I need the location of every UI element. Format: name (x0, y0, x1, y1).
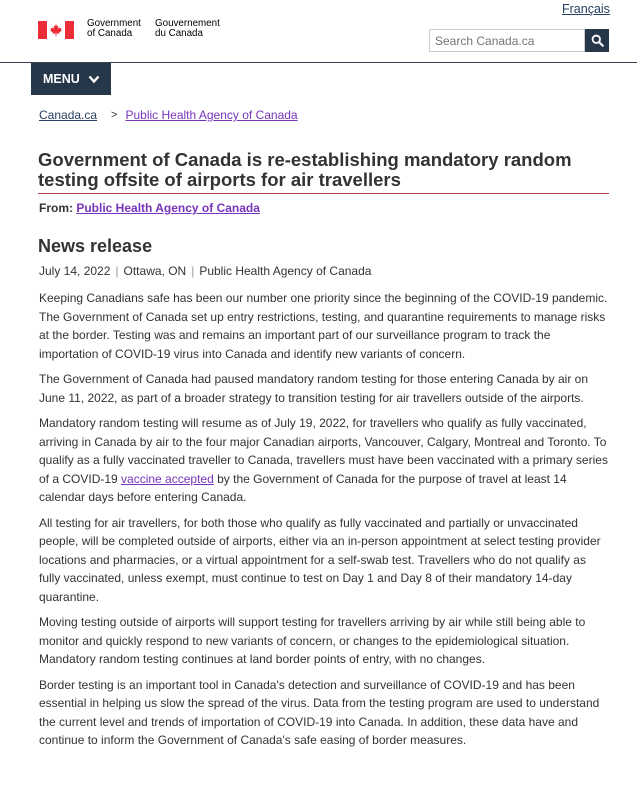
release-date: July 14, 2022 (39, 264, 111, 278)
search-bar (429, 29, 609, 52)
government-of-canada-logo[interactable] (38, 19, 235, 39)
paragraph: Mandatory random testing will resume as of July 19, 2022, for travellers who qualify as fully vaccinated, arriving in Canada by air to the four major Canadian airports, Vancouver, Calgary, Montreal and Toronto. To qualify as a fully vaccinated traveller to Canada, travellers must have been vaccinated with a primary series of a COVID-19 vaccine accepted by the Government of Canada for the purpose of travel at least 14 calendar days before entering Canada. (39, 416, 608, 504)
paragraph: Moving testing outside of airports will support testing for travellers arriving by air while still being able to monitor and quickly respond to new variants of concern, or changes to the epidemiological situation. Mandatory random testing continues at land border points of entry, with no changes. (39, 615, 586, 666)
logo-text-french: Gouvernement du Canada (155, 18, 220, 39)
search-input[interactable] (429, 29, 585, 52)
release-location: Ottawa, ON (123, 264, 187, 278)
breadcrumb-home-link[interactable]: Canada.ca (39, 108, 98, 122)
page-title: Government of Canada is re-establishing mandatory random testing offsite of airports for air travellers (38, 150, 609, 194)
release-metadata: July 14, 2022 | Ottawa, ON | Public Health Agency of Canada (39, 264, 372, 278)
menu-label: MENU (43, 72, 80, 86)
language-toggle-link[interactable]: Français (562, 2, 610, 16)
breadcrumb (39, 108, 298, 122)
paragraph: Border testing is an important tool in Canada's detection and surveillance of COVID-19 and has been essential in helping us slow the spread of the virus. Data from the testing program are used to understand the current level and trends of importation of COVID-19 into Canada. In addition, these data have and continue to inform the Government of Canada's safe easing of border measures. (39, 677, 600, 747)
breadcrumb-agency-link[interactable]: Public Health Agency of Canada (125, 108, 298, 122)
breadcrumb-separator: > (111, 109, 118, 121)
article-body (39, 289, 609, 757)
chevron-down-icon (88, 75, 100, 84)
canada-flag-icon (38, 21, 74, 39)
search-button[interactable] (585, 29, 609, 52)
from-line (39, 201, 260, 215)
menu-button[interactable] (31, 63, 111, 95)
release-source: Public Health Agency of Canada (199, 264, 372, 278)
content-type-heading: News release (38, 236, 153, 256)
logo-text-english: Government of Canada (87, 18, 141, 39)
paragraph: Keeping Canadians safe has been our number one priority since the beginning of the COVID-19 pandemic. The Government of Canada set up entry restrictions, testing, and quarantine requirements to manage risks at the border. Testing was and remains an important part of our surveillance program to track the importation of COVID-19 virus into Canada and identify new variants of concern. (39, 291, 608, 361)
paragraph: The Government of Canada had paused mandatory random testing for those entering Canada by air on June 11, 2022, as part of a broader strategy to transition testing for air travellers outside of the airports. (39, 372, 589, 405)
search-icon (591, 34, 604, 47)
from-label: From: (39, 201, 73, 215)
from-agency-link[interactable]: Public Health Agency of Canada (76, 201, 260, 215)
vaccine-accepted-link[interactable]: vaccine accepted (121, 471, 214, 486)
paragraph: All testing for air travellers, for both those who qualify as fully vaccinated and partially or unvaccinated people, will be completed outside of airports, either via an in-person appointment at select testing provider locations and pharmacies, or a virtual appointment for a self-swab test. Travellers who do not qualify as fully vaccinated, unless exempt, must continue to test on Day 1 and Day 8 of their mandatory 14-day quarantine. (39, 515, 601, 604)
